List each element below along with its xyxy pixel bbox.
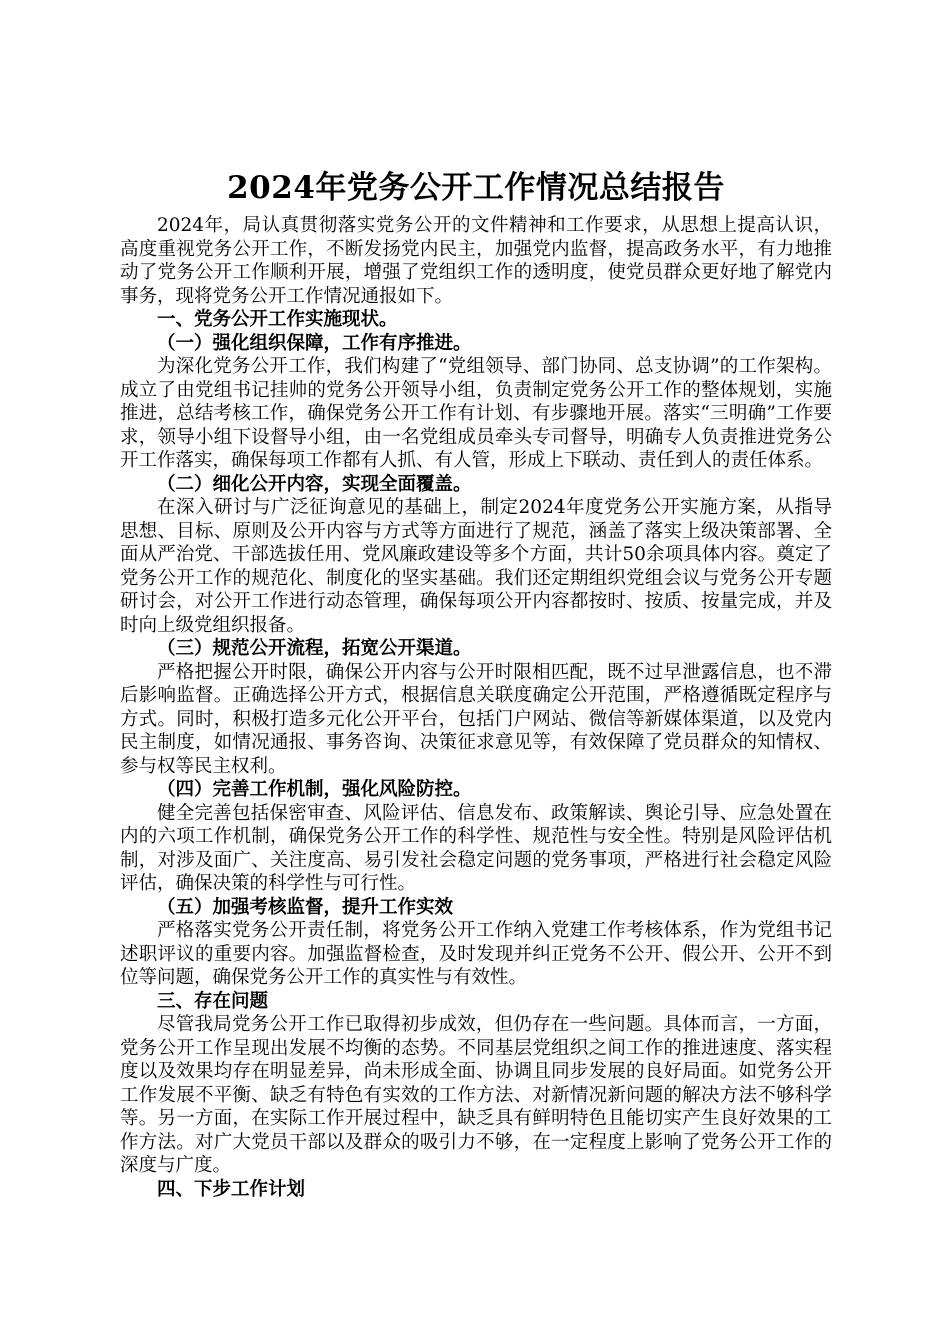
subsection-paragraph-2: 在深入研讨与广泛征询意见的基础上，制定2024年度党务公开实施方案，从指导思想、目标、原则及公开内容与方式等方面进行了规范，涵盖了落实上级决策部署、全面从严治党、干部选拔任用、党风廉政建设等多个方面，共计50余项具体内容。奠定了党务公开工作的规范化、制度化的坚实基础。我们还定期组织党组会议与党务公开专题研讨会，对公开工作进行动态管理，确保每项公开内容都按时、按质、按量完成，并及时向上级党组织报备。 [120, 497, 832, 636]
subsection-paragraph-4: 健全完善包括保密审查、风险评估、信息发布、政策解读、舆论引导、应急处置在内的六项工作机制，确保党务公开工作的科学性、规范性与安全性。特别是风险评估机制，对涉及面广、关注度高、易引发社会稳定问题的党务事项，严格进行社会稳定风险评估，确保决策的科学性与可行性。 [120, 802, 832, 894]
subsection-paragraph-3: 严格把握公开时限，确保公开内容与公开时限相匹配，既不过早泄露信息，也不滞后影响监督。正确选择公开方式，根据信息关联度确定公开范围，严格遵循既定程序与方式。同时，积极打造多元化公开平台，包括门户网站、微信等新媒体渠道，以及党内民主制度，如情况通报、事务咨询、决策征求意见等，有效保障了党员群众的知情权、参与权等民主权利。 [120, 661, 832, 777]
intro-paragraph: 2024年，局认真贯彻落实党务公开的文件精神和工作要求，从思想上提高认识，高度重视党务公开工作，不断发扬党内民主，加强党内监督，提高政务水平，有力地推动了党务公开工作顺利开展，增强了党组织工作的透明度，使党员群众更好地了解党内事务，现将党务公开工作情况通报如下。 [120, 215, 832, 307]
section-heading-4: 四、下步工作计划 [157, 1178, 306, 1200]
subsection-paragraph-1: 为深化党务公开工作，我们构建了“党组领导、部门协同、总支协调”的工作架构。成立了由党组书记挂帅的党务公开领导小组，负责制定党务公开工作的整体规划，实施推进，总结考核工作，确保党务公开工作有计划、有步骤地开展。落实“三明确”工作要求，领导小组下设督导小组，由一名党组成员牵头专司督导，明确专人负责推进党务公开工作落实，确保每项工作都有人抓、有人管，形成上下联动、责任到人的责任体系。 [120, 356, 832, 471]
document-title: 2024年党务公开工作情况总结报告 [227, 170, 725, 206]
document-page [120, 166, 832, 1201]
subsection-heading-3: （三）规范公开流程，拓宽公开渠道。 [157, 638, 472, 659]
subsection-paragraph-5: 严格落实党务公开责任制，将党务公开工作纳入党建工作考核体系，作为党组书记述职评议的重要内容。加强监督检查，及时发现并纠正党务不公开、假公开、公开不到位等问题，确保党务公开工作的真实性与有效性。 [120, 920, 832, 988]
subsection-heading-2: （二）细化公开内容，实现全面覆盖。 [157, 473, 472, 495]
subsection-heading-4: （四）完善工作机制，强化风险防控。 [157, 779, 472, 800]
section-heading-3: 三、存在问题 [157, 990, 269, 1012]
subsection-heading-5: （五）加强考核监督，提升工作实效 [157, 896, 454, 918]
section-paragraph-3: 尽管我局党务公开工作已取得初步成效，但仍存在一些问题。具体而言，一方面，党务公开工作呈现出发展不均衡的态势。不同基层党组织之间工作的推进速度、落实程度以及效果均存在明显差异，尚未形成全面、协调且同步发展的良好局面。如党务公开工作发展不平衡、缺乏有特色有实效的工作方法、对新情况新问题的解决方法不够科学等。另一方面，在实际工作开展过程中，缺乏具有鲜明特色且能切实产生良好效果的工作方法。对广大党员干部以及群众的吸引力不够，在一定程度上影响了党务公开工作的深度与广度。 [120, 1014, 832, 1176]
subsection-heading-1: （一）强化组织保障，工作有序推进。 [157, 332, 472, 354]
section-heading-1: 一、党务公开工作实施现状。 [157, 309, 398, 330]
